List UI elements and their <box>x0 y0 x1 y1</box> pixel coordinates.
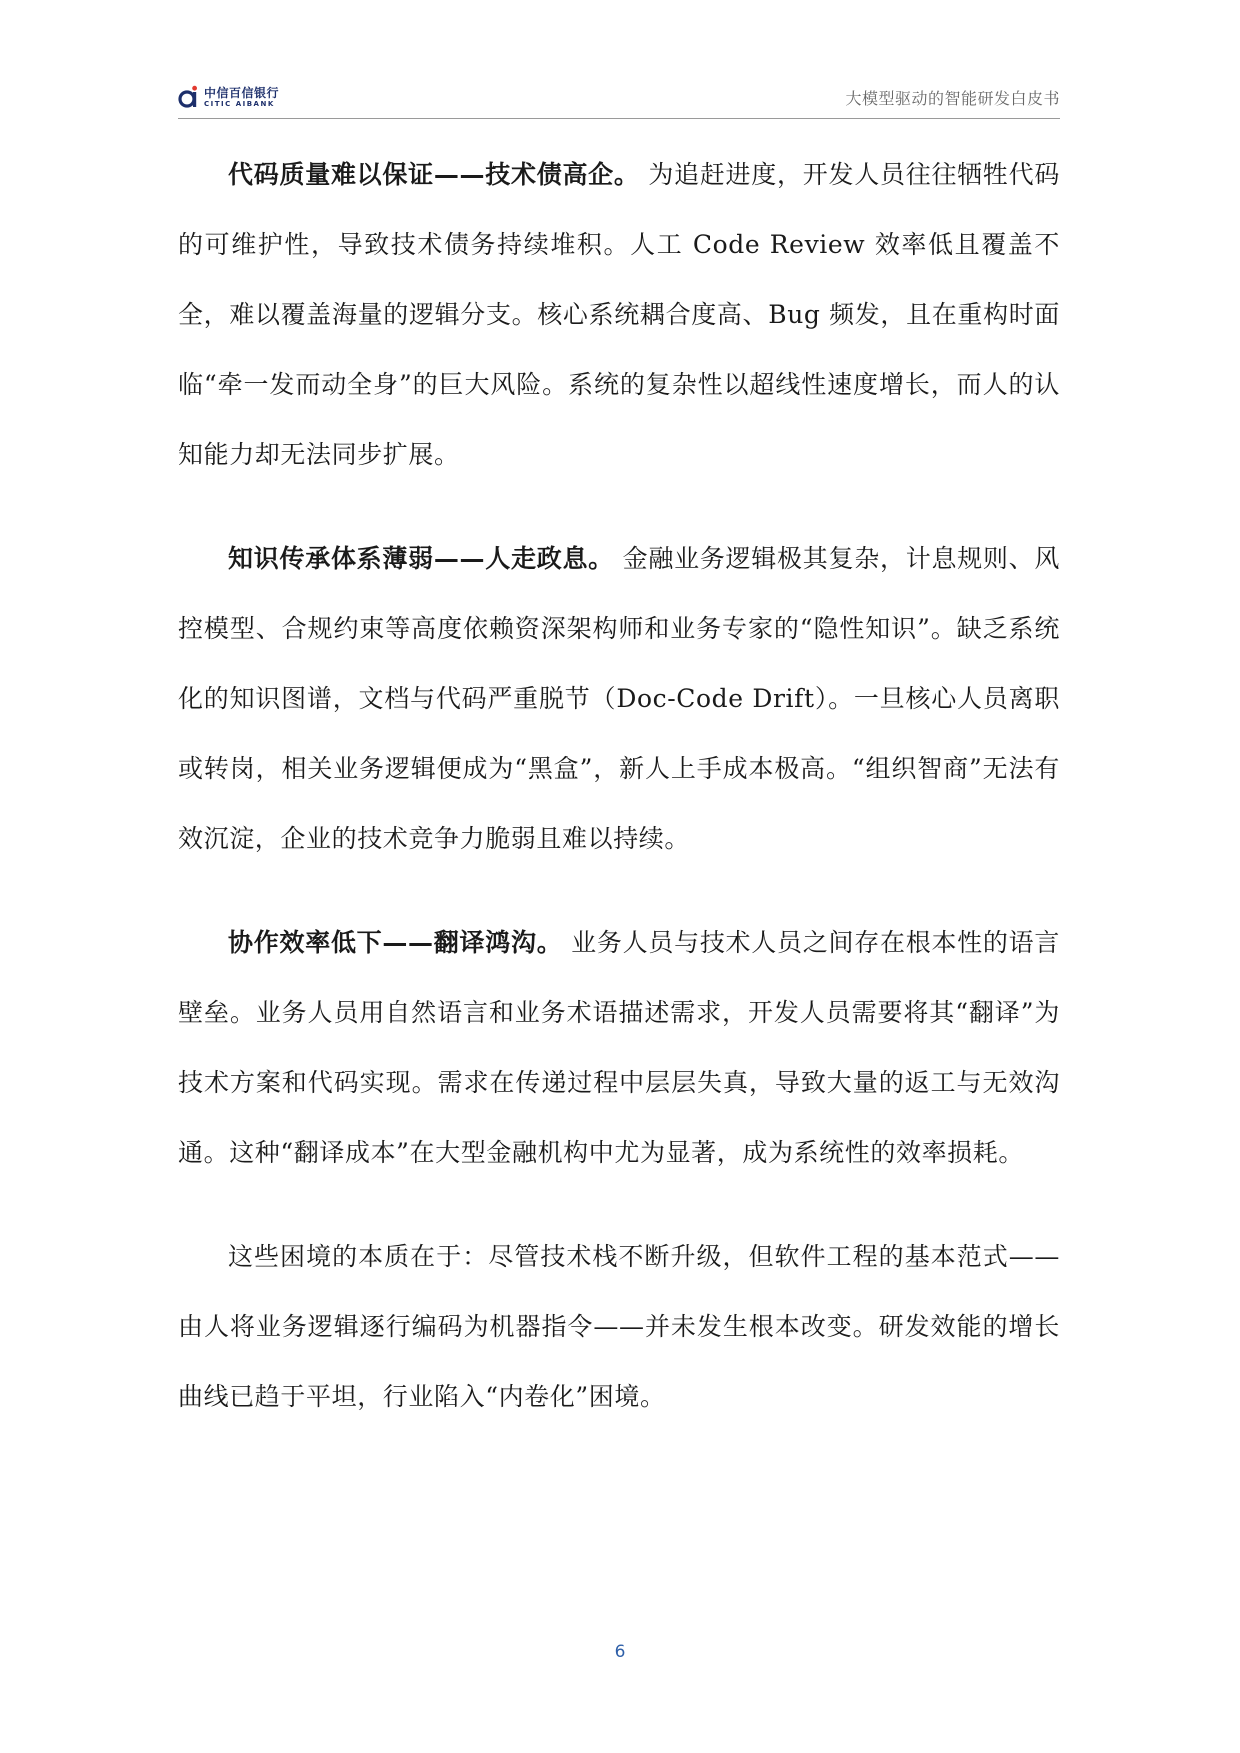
logo-chinese-name: 中信百信银行 <box>204 85 280 100</box>
aibank-logo-icon <box>178 85 200 109</box>
paragraph-knowledge-transfer <box>178 524 1060 874</box>
paragraph-collaboration <box>178 908 1060 1188</box>
paragraph-heading: 代码质量难以保证——技术债高企。 <box>228 160 640 189</box>
paragraph-heading: 知识传承体系薄弱——人走政息。 <box>228 544 614 573</box>
paragraph-heading: 协作效率低下——翻译鸿沟。 <box>228 928 563 957</box>
paragraph-code-quality <box>178 140 1060 490</box>
logo-english-name: CITIC AIBANK <box>204 99 275 108</box>
paragraph-text: 为追赶进度，开发人员往往牺牲代码的可维护性，导致技术债务持续堆积。人工 Code Review 效率低且覆盖不全，难以覆盖海量的逻辑分支。核心系统耦合度高、Bug 频发，且在重构时面临“牵一发而动全身”的巨大风险。系统的复杂性以超线性速度增长，而人的认知能力却无法同步扩展。 <box>178 160 1060 469</box>
page-header <box>178 70 1060 119</box>
document-body <box>178 140 1060 1466</box>
page-number: 6 <box>614 1642 626 1662</box>
paragraph-text: 金融业务逻辑极其复杂，计息规则、风控模型、合规约束等高度依赖资深架构师和业务专家的“隐性知识”。缺乏系统化的知识图谱，文档与代码严重脱节（Doc-Code Drift）。一旦核心人员离职或转岗，相关业务逻辑便成为“黑盒”，新人上手成本极高。“组织智商”无法有效沉淀，企业的技术竞争力脆弱且难以持续。 <box>178 544 1060 853</box>
logo-text <box>204 87 279 108</box>
bank-logo <box>178 80 279 114</box>
paragraph-text: 业务人员与技术人员之间存在根本性的语言壁垒。业务人员用自然语言和业务术语描述需求，开发人员需要将其“翻译”为技术方案和代码实现。需求在传递过程中层层失真，导致大量的返工与无效沟通。这种“翻译成本”在大型金融机构中尤为显著，成为系统性的效率损耗。 <box>178 928 1060 1167</box>
paragraph-text: 这些困境的本质在于：尽管技术栈不断升级，但软件工程的基本范式——由人将业务逻辑逐行编码为机器指令——并未发生根本改变。研发效能的增长曲线已趋于平坦，行业陷入“内卷化”困境。 <box>178 1242 1060 1411</box>
document-title: 大模型驱动的智能研发白皮书 <box>845 89 1060 108</box>
paragraph-conclusion <box>178 1222 1060 1432</box>
